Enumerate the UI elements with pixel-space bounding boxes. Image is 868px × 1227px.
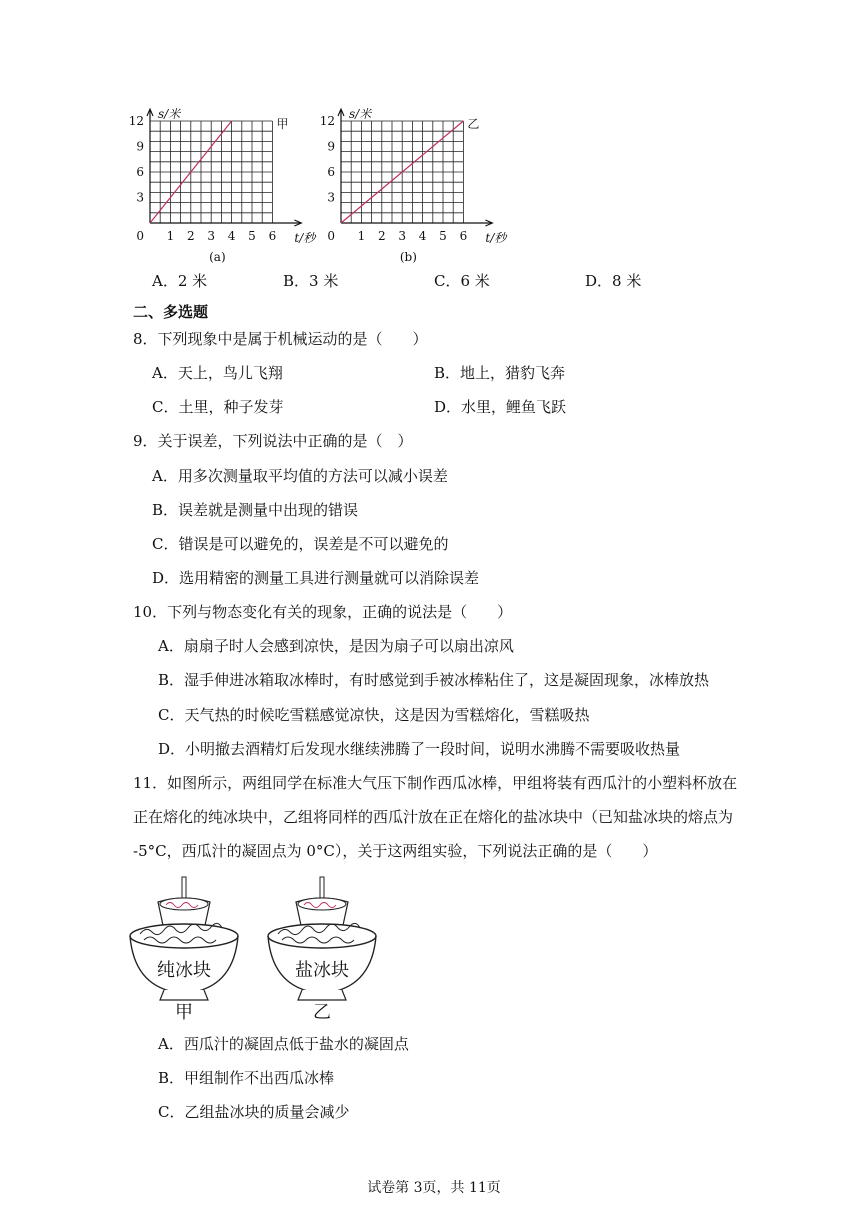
q7-option-d: D．8 米: [585, 272, 642, 290]
y-tick-label: 3: [327, 190, 335, 205]
q11-option-b: B．甲组制作不出西瓜冰棒: [158, 1069, 335, 1087]
q11-option-c: C．乙组盐冰块的质量会减少: [158, 1103, 350, 1121]
q10-stem: 10．下列与物态变化有关的现象，正确的说法是（ ）: [133, 603, 513, 621]
watermelon-popsicle-illustration: [128, 872, 388, 1022]
x-tick-label: 1: [357, 229, 366, 243]
x-tick-label: 5: [439, 229, 447, 243]
y-tick-label: 3: [136, 190, 144, 205]
page-footer: 试卷第 3页，共 11页: [367, 1180, 501, 1196]
q10-option-c: C．天气热的时候吃雪糕感觉凉快，这是因为雪糕熔化，雪糕吸热: [158, 706, 590, 724]
x-tick-label: 5: [248, 229, 256, 243]
y-tick-label: 12: [128, 114, 144, 128]
distance-time-graph-a: [112, 104, 322, 264]
q9-option-a: A．用多次测量取平均值的方法可以减小误差: [152, 467, 448, 485]
x-tick-label: 1: [166, 229, 175, 243]
x-tick-label: 2: [377, 229, 386, 243]
q11-stem-line-1: 11．如图所示，两组同学在标准大气压下制作西瓜冰棒，甲组将装有西瓜汁的小塑料杯放在: [133, 774, 738, 792]
q9-stem: 9．关于误差，下列说法中正确的是（ ）: [133, 432, 413, 450]
graph-tag: 甲: [276, 117, 289, 131]
graph-caption: (a): [209, 250, 226, 264]
q10-option-a: A．扇扇子时人会感到凉快，是因为扇子可以扇出凉风: [158, 637, 514, 655]
y-tick-label: 9: [327, 139, 335, 154]
q9-option-d: D．选用精密的测量工具进行测量就可以消除误差: [152, 569, 480, 587]
bowl-right: [268, 877, 376, 1022]
y-axis-label: s/米: [349, 107, 372, 121]
bowl-left: [130, 877, 238, 1022]
q8-option-d: D．水里，鲤鱼飞跃: [434, 398, 567, 416]
x-tick-label: 6: [459, 229, 468, 243]
bowl-right-label: 盐冰块: [295, 960, 349, 981]
x-tick-label: 3: [398, 229, 407, 243]
x-tick-label: 4: [418, 229, 427, 243]
x-axis-label: t/秒: [294, 231, 316, 245]
q8-option-b: B．地上，猎豹飞奔: [434, 364, 566, 382]
bowl-left-tag: 甲: [175, 1002, 193, 1022]
x-axis-label: t/秒: [485, 231, 507, 245]
x-tick-label: 2: [186, 229, 195, 243]
q11-stem-line-2: 正在熔化的纯冰块中，乙组将同样的西瓜汁放在正在熔化的盐冰块中（已知盐冰块的熔点为: [133, 808, 734, 826]
origin-label: 0: [327, 229, 335, 243]
q7-option-a: A．2 米: [152, 272, 208, 290]
x-tick-label: 3: [207, 229, 216, 243]
q7-option-c: C．6 米: [434, 272, 490, 290]
graph-caption: (b): [399, 250, 417, 264]
x-tick-label: 6: [268, 229, 277, 243]
x-tick-label: 4: [227, 229, 236, 243]
y-tick-label: 6: [327, 165, 335, 179]
q10-option-d: D．小明撤去酒精灯后发现水继续沸腾了一段时间，说明水沸腾不需要吸收热量: [158, 740, 681, 758]
y-tick-label: 12: [319, 114, 335, 128]
section-title: 二、多选题: [133, 303, 209, 321]
q9-option-b: B．误差就是测量中出现的错误: [152, 501, 359, 519]
distance-time-graph-b: [303, 104, 513, 264]
q11-stem-line-3: -5°C，西瓜汁的凝固点为 0°C），关于这两组实验，下列说法正确的是（ ）: [133, 842, 658, 860]
q11-option-a: A．西瓜汁的凝固点低于盐水的凝固点: [158, 1035, 409, 1053]
y-tick-label: 9: [136, 139, 144, 154]
q8-stem: 8．下列现象中是属于机械运动的是（ ）: [133, 330, 428, 348]
y-axis-label: s/米: [158, 107, 181, 121]
q7-option-b: B．3 米: [283, 272, 339, 290]
y-tick-label: 6: [136, 165, 144, 179]
q8-option-c: C．土里，种子发芽: [152, 398, 284, 416]
q8-option-a: A．天上，鸟儿飞翔: [152, 364, 283, 382]
bowl-right-tag: 乙: [313, 1002, 331, 1022]
q9-option-c: C．错误是可以避免的，误差是不可以避免的: [152, 535, 449, 553]
bowl-left-label: 纯冰块: [157, 960, 211, 981]
graph-tag: 乙: [467, 117, 480, 131]
origin-label: 0: [136, 229, 144, 243]
q10-option-b: B．湿手伸进冰箱取冰棒时，有时感觉到手被冰棒粘住了，这是凝固现象，冰棒放热: [158, 671, 710, 689]
